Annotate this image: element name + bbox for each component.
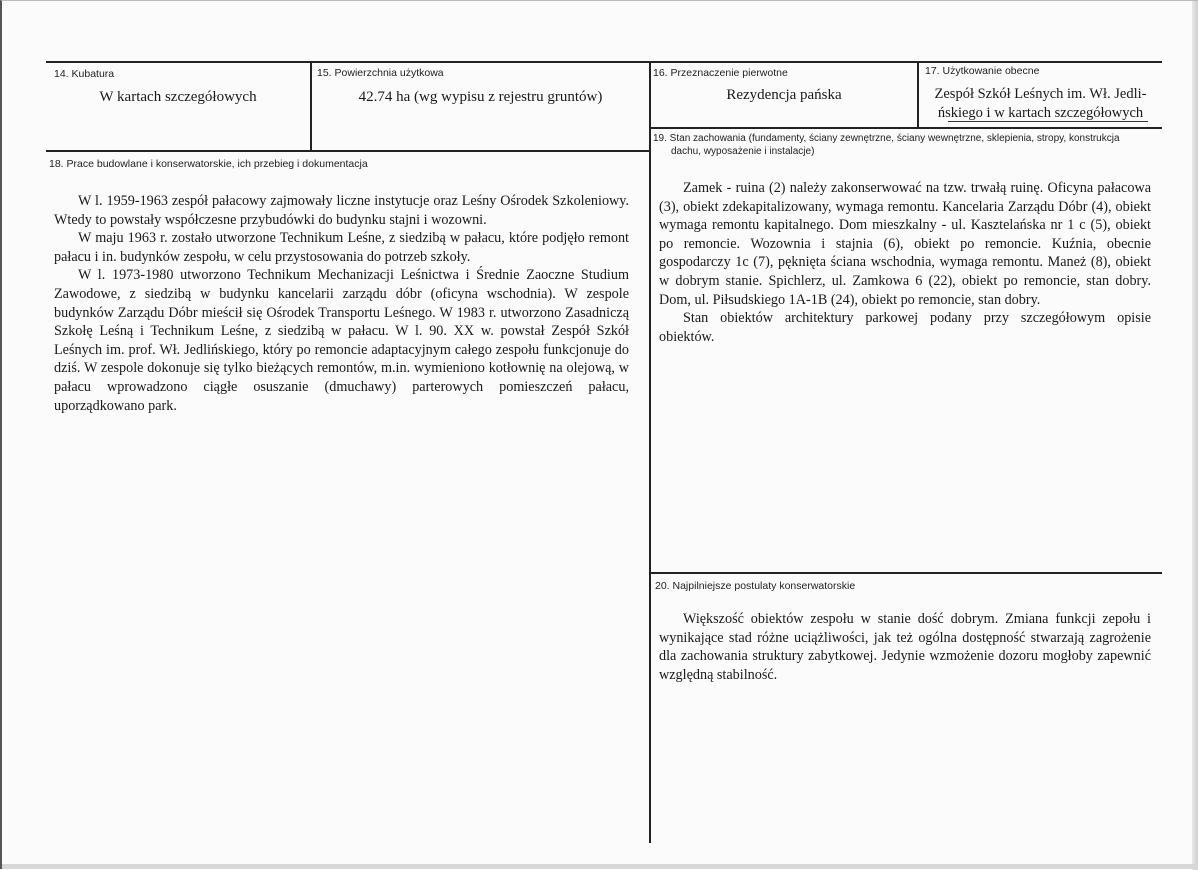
field-17-underline xyxy=(948,121,1148,122)
field-19-label-line2: dachu, wyposażenie i instalacje) xyxy=(671,146,815,157)
field-19-paragraph: Stan obiektów architektury parkowej podany przy szczegółowym opisie obiektów. xyxy=(659,310,1151,345)
field-19-text xyxy=(659,179,1151,346)
rule-under-16-17 xyxy=(649,127,1162,129)
rule-above-20 xyxy=(649,572,1162,574)
field-18-text xyxy=(54,192,629,415)
scan-bottom-edge xyxy=(2,864,1198,869)
field-14-label: 14. Kubatura xyxy=(54,68,115,80)
field-17-label: 17. Użytkowanie obecne xyxy=(925,65,1040,77)
rule-under-14-15 xyxy=(46,150,650,152)
divider-15-16 xyxy=(649,61,651,843)
field-20-text xyxy=(659,610,1151,684)
field-17-value-line2: ńskiego i w kartach szczegółowych xyxy=(937,105,1144,121)
field-14-value: W kartach szczegółowych xyxy=(99,89,257,105)
field-18-paragraph: W l. 1973-1980 utworzono Technikum Mechanizacji Leśnictwa i Średnie Zaoczne Studium Zawodowe, z siedzibą w budynku kancelarii zarządu dóbr (oficyna wschodnia). W zespole budynków Zarządu Dóbr mieścił się Ośrodek Transportu Leśnego. W 1983 r. utworzono Zasadniczą Szkołę Leśną i Technikum Leśne, z siedzibą w pałacu. W l. 90. XX w. powstał Zespół Szkół Leśnych im. prof. Wł. Jedlińskiego, który po remoncie adaptacyjnym całego zespołu funkcjonuje do dziś. W zespole dokonuje się tylko bieżących remontów, m.in. wymieniono kotłownię na olejową, w pałacu wprowadzono ciągłe osuszanie (dmuchawy) parterowych pomieszczeń pałacu, uporządkowano park. xyxy=(54,267,629,414)
scan-right-edge xyxy=(1192,1,1198,870)
field-16-label: 16. Przeznaczenie pierwotne xyxy=(653,67,788,79)
field-20-paragraph: Większość obiektów zespołu w stanie dość dobrym. Zmiana funkcji zepołu i wynikające stad różne uciążliwości, jak też ogólna dostępność stwarzają zagrożenie dla zachowania struktury zabytkowej. Jedynie wzmożenie dozoru mogłoby zapewnić względną stabilność. xyxy=(659,611,1151,683)
top-rule xyxy=(46,61,1162,63)
field-18-paragraph: W l. 1959-1963 zespół pałacowy zajmowały liczne instytucje oraz Leśny Ośrodek Szkoleniowy. Wtedy to powstały współczesne przybudówki do budynku stajni i wozowni. xyxy=(54,193,629,228)
field-19-paragraph: Zamek - ruina (2) należy zakonserwować na tzw. trwałą ruinę. Oficyna pałacowa (3), obiekt zdekapitalizowany, wymaga remontu. Kancelaria Zarządu Dóbr (4), obiekt wymaga remontu kapitalnego. Dom mieszkalny - ul. Kasztelańska nr 1 c (5), obiekt po remoncie. Wozownia i stajnia (6), obiekt po remoncie. Kuźnia, obecnie gospodarczy 1c (7), pęknięta ściana wschodnia, wymaga remontu. Maneż (8), obiekt w dobrym stanie. Spichlerz, ul. Zamkowa 6 (22), obiekt po remoncie, stan dobry. Dom, ul. Piłsudskiego 1A-1B (24), obiekt po remoncie, stan dobry. xyxy=(659,180,1151,308)
field-20-label: 20. Najpilniejsze postulaty konserwatorskie xyxy=(655,580,856,592)
field-15-value: 42.74 ha (wg wypisu z rejestru gruntów) xyxy=(358,89,603,105)
field-18-paragraph: W maju 1963 r. zostało utworzone Technikum Leśne, z siedzibą w pałacu, które podjęło remont pałacu i in. budynków zespołu, w celu przystosowania do potrzeb szkoły. xyxy=(54,230,629,265)
field-15-label: 15. Powierzchnia użytkowa xyxy=(317,67,444,79)
field-19-label-line1: 19. Stan zachowania (fundamenty, ściany zewnętrzne, ściany wewnętrzne, sklepienia, stropy, konstrukcja xyxy=(653,133,1120,144)
field-17-value-line1: Zespół Szkół Leśnych im. Wł. Jedli- xyxy=(934,86,1147,102)
field-16-value: Rezydencja pańska xyxy=(726,87,842,103)
field-18-label: 18. Prace budowlane i konserwatorskie, ich przebieg i dokumentacja xyxy=(49,158,368,170)
